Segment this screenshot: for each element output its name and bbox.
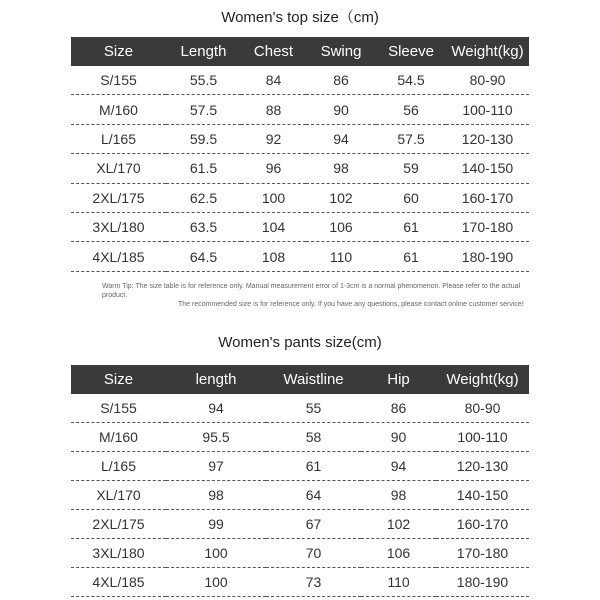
column-header: Sleeve bbox=[376, 37, 446, 66]
table-cell: 4XL/185 bbox=[71, 242, 166, 271]
table-cell: S/155 bbox=[71, 66, 166, 95]
table-cell: 98 bbox=[306, 154, 376, 183]
table-cell: 140-150 bbox=[446, 154, 529, 183]
table-cell: 94 bbox=[166, 394, 266, 423]
table-cell: 63.5 bbox=[166, 212, 241, 241]
table-row bbox=[71, 481, 529, 510]
table-cell: 2XL/175 bbox=[71, 183, 166, 212]
table-cell: 3XL/180 bbox=[71, 539, 166, 568]
table-cell: 55.5 bbox=[166, 66, 241, 95]
table-cell: 170-180 bbox=[436, 539, 529, 568]
table-cell: 59.5 bbox=[166, 124, 241, 153]
table-cell: 110 bbox=[306, 242, 376, 271]
table-cell: 54.5 bbox=[376, 66, 446, 95]
column-header: Swing bbox=[306, 37, 376, 66]
table-cell: 90 bbox=[361, 423, 436, 452]
table-row bbox=[71, 124, 529, 153]
column-header: Weight(kg) bbox=[436, 365, 529, 394]
table-cell: 97 bbox=[166, 452, 266, 481]
table-cell: 3XL/180 bbox=[71, 212, 166, 241]
column-header: Hip bbox=[361, 365, 436, 394]
table-cell: 170-180 bbox=[446, 212, 529, 241]
table-cell: 106 bbox=[306, 212, 376, 241]
table-cell: 55 bbox=[266, 394, 361, 423]
pants-size-header-row bbox=[71, 365, 529, 394]
table-cell: 94 bbox=[306, 124, 376, 153]
table-cell: 180-190 bbox=[446, 242, 529, 271]
column-header: Length bbox=[166, 37, 241, 66]
column-header: length bbox=[166, 365, 266, 394]
table-cell: 100 bbox=[166, 539, 266, 568]
table-cell: 120-130 bbox=[436, 452, 529, 481]
table-cell: 67 bbox=[266, 510, 361, 539]
table-row bbox=[71, 66, 529, 95]
table-cell: 61 bbox=[266, 452, 361, 481]
table-cell: 100 bbox=[166, 568, 266, 597]
column-header: Size bbox=[71, 37, 166, 66]
table-cell: 92 bbox=[241, 124, 306, 153]
table-row bbox=[71, 568, 529, 597]
table-cell: 106 bbox=[361, 539, 436, 568]
table-cell: 62.5 bbox=[166, 183, 241, 212]
table-cell: 80-90 bbox=[436, 394, 529, 423]
table-cell: 4XL/185 bbox=[71, 568, 166, 597]
table-cell: S/155 bbox=[71, 394, 166, 423]
column-header: Waistline bbox=[266, 365, 361, 394]
table-cell: XL/170 bbox=[71, 154, 166, 183]
table-cell: 140-150 bbox=[436, 481, 529, 510]
table-cell: 98 bbox=[361, 481, 436, 510]
top-size-header-row bbox=[71, 37, 529, 66]
table-cell: 100-110 bbox=[446, 95, 529, 124]
column-header: Weight(kg) bbox=[446, 37, 529, 66]
table-cell: 102 bbox=[361, 510, 436, 539]
table-cell: 64.5 bbox=[166, 242, 241, 271]
table-cell: 80-90 bbox=[446, 66, 529, 95]
table-cell: 56 bbox=[376, 95, 446, 124]
table-cell: 86 bbox=[361, 394, 436, 423]
table-cell: 2XL/175 bbox=[71, 510, 166, 539]
table-cell: 58 bbox=[266, 423, 361, 452]
table-cell: 95.5 bbox=[166, 423, 266, 452]
table-cell: 86 bbox=[306, 66, 376, 95]
table-cell: 110 bbox=[361, 568, 436, 597]
table-cell: XL/170 bbox=[71, 481, 166, 510]
table-row bbox=[71, 95, 529, 124]
pants-size-table bbox=[71, 365, 529, 597]
table-cell: 94 bbox=[361, 452, 436, 481]
table-cell: L/165 bbox=[71, 452, 166, 481]
table-row bbox=[71, 539, 529, 568]
pants-size-title: Women's pants size(cm) bbox=[218, 334, 382, 351]
table-row bbox=[71, 242, 529, 271]
table-cell: M/160 bbox=[71, 423, 166, 452]
table-cell: M/160 bbox=[71, 95, 166, 124]
table-cell: 84 bbox=[241, 66, 306, 95]
table-cell: 70 bbox=[266, 539, 361, 568]
table-cell: 108 bbox=[241, 242, 306, 271]
table-cell: 73 bbox=[266, 568, 361, 597]
warm-tip-note bbox=[102, 282, 528, 309]
table-cell: 120-130 bbox=[446, 124, 529, 153]
top-size-title: Women's top size（cm) bbox=[221, 9, 379, 26]
table-row bbox=[71, 212, 529, 241]
table-cell: 98 bbox=[166, 481, 266, 510]
table-cell: 180-190 bbox=[436, 568, 529, 597]
table-cell: 59 bbox=[376, 154, 446, 183]
table-cell: 57.5 bbox=[376, 124, 446, 153]
table-cell: 160-170 bbox=[436, 510, 529, 539]
table-cell: 102 bbox=[306, 183, 376, 212]
table-row bbox=[71, 183, 529, 212]
table-cell: 100 bbox=[241, 183, 306, 212]
table-row bbox=[71, 423, 529, 452]
table-row bbox=[71, 510, 529, 539]
table-row bbox=[71, 452, 529, 481]
column-header: Chest bbox=[241, 37, 306, 66]
table-cell: 99 bbox=[166, 510, 266, 539]
table-cell: 88 bbox=[241, 95, 306, 124]
warm-tip-line: Warm Tip: The size table is for reference only. Manual measurement error of 1-3cm is a normal phenomenon. Please refer to the actual product. bbox=[102, 283, 521, 299]
column-header: Size bbox=[71, 365, 166, 394]
table-cell: 90 bbox=[306, 95, 376, 124]
table-cell: 100-110 bbox=[436, 423, 529, 452]
table-cell: 61 bbox=[376, 212, 446, 241]
top-size-table bbox=[71, 37, 529, 272]
table-cell: 57.5 bbox=[166, 95, 241, 124]
table-cell: 60 bbox=[376, 183, 446, 212]
table-cell: 160-170 bbox=[446, 183, 529, 212]
table-row bbox=[71, 154, 529, 183]
table-cell: 61.5 bbox=[166, 154, 241, 183]
table-cell: L/165 bbox=[71, 124, 166, 153]
table-row bbox=[71, 394, 529, 423]
warm-tip-line: The recommended size is for reference only. If you have any questions, please contact online customer service! bbox=[178, 301, 524, 308]
table-cell: 61 bbox=[376, 242, 446, 271]
table-cell: 64 bbox=[266, 481, 361, 510]
table-cell: 96 bbox=[241, 154, 306, 183]
table-cell: 104 bbox=[241, 212, 306, 241]
